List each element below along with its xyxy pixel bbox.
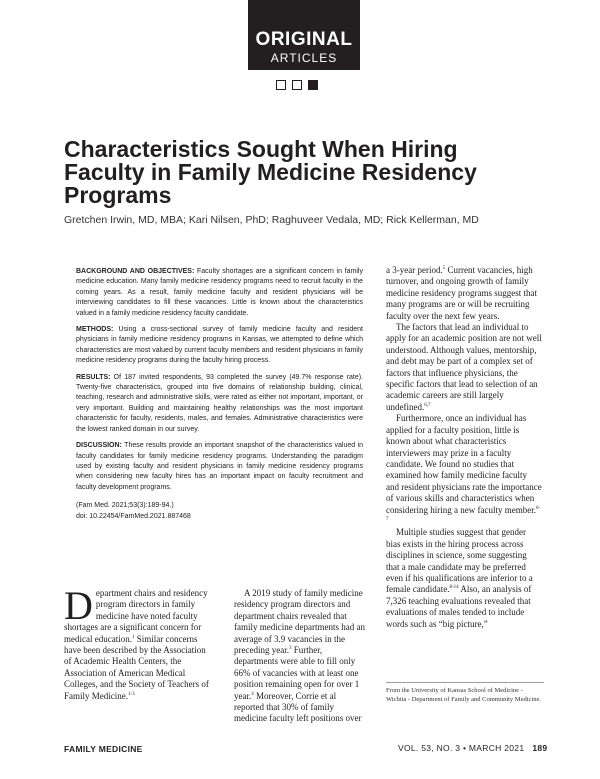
right-column xyxy=(386,265,542,630)
drop-cap: D xyxy=(64,583,93,628)
background-label: BACKGROUND AND OBJECTIVES: xyxy=(76,268,195,275)
reference-marker: 3 xyxy=(288,646,292,652)
body-paragraph xyxy=(386,265,542,322)
results-text: Of 187 invited respondents, 93 completed the survey (49.7% response rate). Twenty-five characteristics, grouped into five domains of relationship building, clinical, teaching, research and administrative skills, were rated as either not important, important, or very important. Building and maintaining healthy relationships was the most important characteristic for faculty, residents, males, and females. Administrative characteristics were the lowest ranked domain in our survey. xyxy=(76,373,363,433)
citation-block xyxy=(76,501,363,522)
discussion-label: DISCUSSION: xyxy=(76,442,122,450)
issue-text: VOL. 53, NO. 3 • MARCH 2021 xyxy=(398,743,525,753)
body-column-2 xyxy=(234,588,368,725)
abstract-results xyxy=(76,373,363,435)
reference-marker: 1-3 xyxy=(128,691,135,697)
abstract-methods xyxy=(76,325,363,367)
abstract xyxy=(76,267,363,528)
body-text: Also, an analysis of 7,326 teaching evaluations revealed that evaluations of males tended to include words such as “big picture,” xyxy=(386,584,532,629)
body-paragraph xyxy=(386,413,542,527)
filled-square-icon xyxy=(308,80,318,90)
citation: (Fam Med. 2021;53(3):189-94.) xyxy=(76,502,174,510)
abstract-discussion xyxy=(76,441,363,493)
issue-info xyxy=(398,743,547,753)
decorative-squares xyxy=(276,80,318,90)
abstract-background xyxy=(76,267,363,319)
body-text: Moreover, Corrie et al reported that 30% of family medicine faculty left positions over xyxy=(234,690,362,724)
background-text: Faculty shortages are a significant concern in family medicine education. Many family medicine residency programs need to recruit faculty in the coming years. As a result, family medicine faculty and resident physicians will be interviewing candidates to fill these vacancies. Little is known about the characteristics valued in a family medicine residency faculty candidate. xyxy=(76,268,363,317)
body-text: The factors that lead an individual to apply for an academic position are not well understood. Although values, mentorship, and debt may be part of a complex set of factors that influence physicians, the specific factors that lead to selection of an academic careers are still largely undefined. xyxy=(386,322,542,412)
body-text: Multiple studies suggest that gender bias exists in the hiring process across disciplines in science, some suggesting that a male candidate may be preferred even if his qualifications are inferior to a female candidate. xyxy=(386,527,533,595)
body-text: a 3-year period. xyxy=(386,265,443,275)
section-sublabel: ARTICLES xyxy=(270,51,338,65)
affiliation-note: From the University of Kansas School of Medicine - Wichita - Department of Family and Community Medicine. xyxy=(386,682,544,704)
section-badge xyxy=(248,0,360,70)
body-text: A 2019 study of family medicine residency program directors and department chairs revealed that family medicine departments had an average of 3.9 vacancies in the preceding year. xyxy=(234,588,365,656)
results-label: RESULTS: xyxy=(76,373,111,381)
reference-marker: 8-14 xyxy=(449,585,459,591)
body-paragraph xyxy=(386,527,542,630)
body-paragraph xyxy=(64,583,214,702)
body-text: Similar concerns have been described by the Association of Academic Health Centers, the Association of American Medical Colleges, and the Society of Teachers of Family Medicine. xyxy=(64,633,209,701)
journal-name: FAMILY MEDICINE xyxy=(64,744,143,754)
methods-text: Using a cross-sectional survey of family medicine faculty and resident physicians in family medicine residency programs in Kansas, we attempted to define which characteristics are most valued by current faculty members and resident physicians in family medicine residency programs during the faculty hiring process. xyxy=(76,326,363,365)
reference-marker: 6-7 xyxy=(386,505,541,522)
reference-marker: 1 xyxy=(131,634,135,640)
section-label: ORIGINAL xyxy=(255,29,353,50)
body-paragraph xyxy=(386,322,542,413)
reference-marker: 6,7 xyxy=(424,402,431,408)
reference-marker: 5 xyxy=(442,266,446,271)
reference-marker: 4 xyxy=(251,691,254,697)
body-text: epartment chairs and residency program directors in family medicine have noted faculty shortages are a significant concern for medical education. xyxy=(64,588,208,644)
body-text: Current vacancies, high turnover, and ongoing growth of family medicine residency programs suggest that many programs are or will be recruiting faculty over the next few years. xyxy=(386,265,537,321)
square-icon xyxy=(292,80,302,90)
discussion-text: These results provide an important snapshot of the characteristics valued in faculty candidates for family medicine residency programs. Understanding the paradigm used by existing faculty and resident physicians in family medicine residency programs when considering new faculty hires has an important impact on faculty recruitment and faculty development programs. xyxy=(76,442,363,491)
body-text: Further, departments were able to fill only 66% of vacancies with at least one position remaining open for over 1 year. xyxy=(234,645,360,701)
author-list: Gretchen Irwin, MD, MBA; Kari Nilsen, PhD; Raghuveer Vedala, MD; Rick Kellerman, MD xyxy=(64,214,479,226)
body-column-1 xyxy=(64,583,214,702)
page-number: 189 xyxy=(532,743,548,753)
square-icon xyxy=(276,80,286,90)
body-text: Furthermore, once an individual has applied for a faculty position, little is known about what characteristics interviewers may prize in a faculty candidate. We found no studies that examined how family medicine faculty and resident physicians rate the importance of various skills and characteristics when considering hiring a new faculty member. xyxy=(386,413,542,515)
doi-link[interactable]: doi: 10.22454/FamMed.2021.887468 xyxy=(76,512,191,520)
article-title: Characteristics Sought When Hiring Faculty in Family Medicine Residency Programs xyxy=(64,136,477,208)
body-paragraph xyxy=(234,588,368,725)
methods-label: METHODS: xyxy=(76,326,114,334)
